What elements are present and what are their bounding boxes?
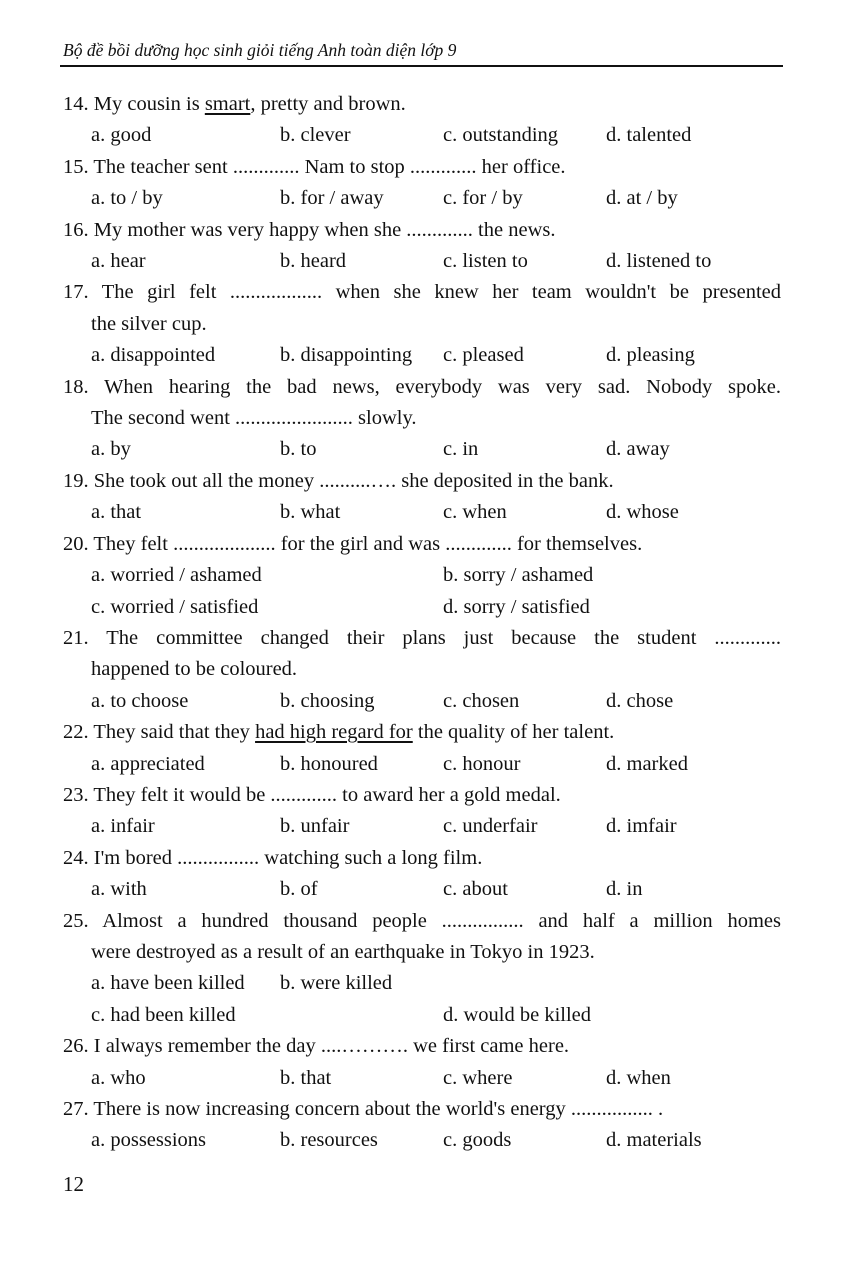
answer-option: b. for / away bbox=[280, 187, 384, 210]
answer-option: c. chosen bbox=[443, 689, 520, 712]
underlined-phrase: had high regard for bbox=[255, 721, 413, 744]
answer-option: d. when bbox=[606, 1066, 671, 1089]
answer-option: c. honour bbox=[443, 752, 521, 775]
answer-option: b. were killed bbox=[280, 972, 393, 995]
question-stem-line bbox=[63, 372, 781, 403]
question-stem-line bbox=[63, 780, 781, 811]
question-stem-line bbox=[63, 717, 781, 748]
answer-option: b. unfair bbox=[280, 815, 350, 838]
answer-option: c. had been killed bbox=[91, 1003, 236, 1026]
answer-option: a. good bbox=[91, 124, 152, 147]
answer-option: a. appreciated bbox=[91, 752, 205, 775]
question-stem-line bbox=[63, 843, 781, 874]
answer-option: d. in bbox=[606, 878, 643, 901]
question-text: 23. They felt it would be ............. to award her a gold medal. bbox=[63, 783, 561, 806]
options-row bbox=[63, 592, 781, 623]
question-text: were destroyed as a result of an earthquake in Tokyo in 1923. bbox=[91, 940, 595, 963]
question-text: 24. I'm bored ................ watching such a long film. bbox=[63, 846, 483, 869]
answer-option: c. worried / satisfied bbox=[91, 595, 259, 618]
question-text: the silver cup. bbox=[91, 312, 207, 335]
answer-option: b. what bbox=[280, 501, 341, 524]
options-row bbox=[63, 497, 781, 528]
question-text: happened to be coloured. bbox=[91, 658, 298, 681]
page-number: 12 bbox=[63, 1172, 84, 1196]
question-stem-line bbox=[63, 529, 781, 560]
answer-option: b. of bbox=[280, 878, 318, 901]
options-row bbox=[63, 811, 781, 842]
options-row bbox=[63, 340, 781, 371]
answer-option: d. imfair bbox=[606, 815, 677, 838]
answer-option: a. disappointed bbox=[91, 344, 216, 367]
question-stem-line bbox=[63, 1094, 781, 1125]
question-text: 17. The girl felt .................. when she knew her team wouldn't be presented bbox=[63, 281, 781, 304]
question-text: 27. There is now increasing concern about the world's energy ................ . bbox=[63, 1098, 664, 1120]
question-text: 21. The committee changed their plans just because the student ............. bbox=[63, 626, 781, 649]
question-text: 25. Almost a hundred thousand people ................ and half a million homes bbox=[63, 909, 781, 932]
options-row bbox=[63, 1063, 781, 1094]
question-text: 26. I always remember the day ....………. we first came here. bbox=[63, 1035, 570, 1058]
answer-option: b. that bbox=[280, 1066, 332, 1089]
answer-option: b. clever bbox=[280, 124, 351, 147]
answer-option: a. to choose bbox=[91, 689, 189, 712]
question-text: 20. They felt .................... for the girl and was ............. for themselves. bbox=[63, 532, 643, 555]
question-stem-line bbox=[63, 466, 781, 497]
answer-option: a. infair bbox=[91, 815, 155, 838]
answer-option: c. listen to bbox=[443, 250, 528, 273]
running-header: Bộ đề bồi dưỡng học sinh giỏi tiếng Anh toàn diện lớp 9 bbox=[63, 40, 457, 60]
answer-option: d. pleasing bbox=[606, 344, 695, 367]
answer-option: d. away bbox=[606, 438, 670, 461]
answer-option: c. in bbox=[443, 438, 479, 461]
question-text: 22. They said that they bbox=[63, 721, 256, 744]
question-stem-line bbox=[63, 906, 781, 937]
options-row bbox=[63, 686, 781, 717]
question-stem-line bbox=[63, 277, 781, 308]
options-row bbox=[63, 874, 781, 905]
answer-option: a. worried / ashamed bbox=[91, 564, 262, 587]
answer-option: b. disappointing bbox=[280, 344, 413, 367]
question-text: 16. My mother was very happy when she ............. the news. bbox=[63, 218, 556, 241]
answer-option: d. materials bbox=[606, 1129, 702, 1152]
underlined-phrase: smart bbox=[204, 93, 251, 115]
answer-option: d. listened to bbox=[606, 250, 712, 273]
answer-option: d. talented bbox=[606, 124, 692, 147]
question-text: 18. When hearing the bad news, everybody was very sad. Nobody spoke. bbox=[63, 375, 781, 398]
answer-option: a. by bbox=[91, 438, 131, 461]
answer-option: d. sorry / satisfied bbox=[443, 595, 590, 618]
question-stem-line bbox=[63, 1031, 781, 1062]
options-row bbox=[63, 434, 781, 465]
options-row bbox=[63, 183, 781, 214]
question-stem-line bbox=[63, 403, 781, 434]
answer-option: c. about bbox=[443, 878, 508, 901]
answer-option: d. chose bbox=[606, 689, 674, 712]
answer-option: c. when bbox=[443, 501, 507, 524]
answer-option: a. who bbox=[91, 1066, 146, 1089]
answer-option: d. would be killed bbox=[443, 1003, 592, 1026]
answer-option: d. marked bbox=[606, 752, 688, 775]
question-text: 15. The teacher sent ............. Nam to stop ............. her office. bbox=[63, 155, 566, 178]
question-text: The second went ....................... slowly. bbox=[91, 407, 417, 430]
options-row bbox=[63, 968, 781, 999]
answer-option: b. sorry / ashamed bbox=[443, 564, 594, 587]
answer-option: c. goods bbox=[443, 1129, 512, 1152]
question-text: , pretty and brown. bbox=[250, 93, 406, 115]
answer-option: a. have been killed bbox=[91, 972, 245, 995]
question-stem-line bbox=[63, 89, 781, 120]
answer-option: d. at / by bbox=[606, 187, 678, 210]
answer-option: b. to bbox=[280, 438, 317, 461]
answer-option: a. hear bbox=[91, 250, 146, 273]
answer-option: b. honoured bbox=[280, 752, 378, 775]
exercise-list bbox=[63, 89, 781, 1157]
question-text: 19. She took out all the money ..........…. she deposited in the bank. bbox=[63, 469, 614, 492]
answer-option: c. outstanding bbox=[443, 124, 559, 147]
options-row bbox=[63, 246, 781, 277]
question-stem-line bbox=[63, 215, 781, 246]
answer-option: c. where bbox=[443, 1066, 513, 1089]
answer-option: c. pleased bbox=[443, 344, 524, 367]
answer-option: b. choosing bbox=[280, 689, 375, 712]
question-stem-line bbox=[63, 309, 781, 340]
question-text: 14. My cousin is bbox=[63, 93, 205, 115]
options-row bbox=[63, 749, 781, 780]
answer-option: b. heard bbox=[280, 250, 347, 273]
answer-option: d. whose bbox=[606, 501, 679, 524]
options-row bbox=[63, 120, 781, 151]
question-text: the quality of her talent. bbox=[412, 721, 615, 744]
answer-option: c. underfair bbox=[443, 815, 538, 838]
question-stem-line bbox=[63, 937, 781, 968]
options-row bbox=[63, 1125, 781, 1156]
options-row bbox=[63, 560, 781, 591]
answer-option: a. to / by bbox=[91, 187, 163, 210]
answer-option: c. for / by bbox=[443, 187, 523, 210]
answer-option: b. resources bbox=[280, 1129, 378, 1152]
question-stem-line bbox=[63, 654, 781, 685]
question-stem-line bbox=[63, 623, 781, 654]
answer-option: a. with bbox=[91, 878, 147, 901]
question-stem-line bbox=[63, 152, 781, 183]
options-row bbox=[63, 1000, 781, 1031]
header-divider bbox=[60, 65, 783, 67]
answer-option: a. that bbox=[91, 501, 142, 524]
answer-option: a. possessions bbox=[91, 1129, 207, 1152]
